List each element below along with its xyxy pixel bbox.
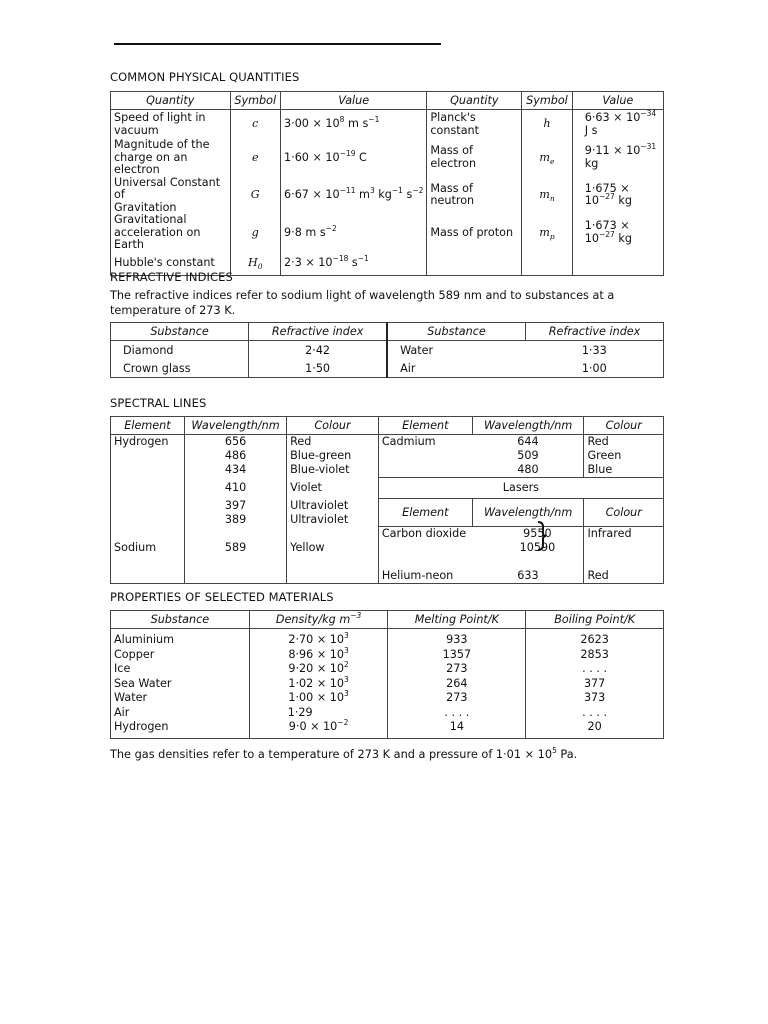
exponent: −31 — [640, 142, 657, 152]
exponent: −34 — [640, 109, 657, 118]
laser-col-header: Wavelength/nm — [472, 499, 584, 527]
empty-cell — [572, 252, 663, 276]
wavelength-text: 10590 — [519, 541, 556, 554]
top-rule — [114, 43, 441, 45]
element-cell — [111, 478, 185, 499]
element-cell — [111, 449, 185, 463]
symbol-cell: G — [230, 177, 281, 215]
quantity-text: Speed of light in — [114, 111, 206, 124]
table-row — [111, 629, 664, 648]
table-row — [111, 499, 664, 513]
lasers-title: Lasers — [378, 478, 663, 499]
substance-cell: Water — [114, 691, 148, 704]
section-heading-refractive: REFRACTIVE INDICES — [110, 270, 233, 284]
subscript: p — [549, 231, 555, 241]
exponent: 3 — [344, 674, 349, 684]
unit-text: s — [402, 188, 413, 201]
wavelength-cell: 389 — [184, 513, 286, 527]
melting-cell: 273 — [388, 691, 526, 706]
colour-cell — [584, 541, 664, 555]
quantity-text: charge on an electron — [114, 150, 188, 176]
table-row — [111, 341, 664, 360]
unit-text: s — [348, 255, 358, 269]
table-header-row — [111, 323, 664, 341]
symbol-text: H — [247, 255, 258, 269]
quantity-cell: Mass of electron — [427, 139, 522, 177]
element-cell: Hydrogen — [114, 435, 169, 448]
exponent: −2 — [412, 186, 424, 195]
col-header: Substance — [387, 323, 525, 341]
value-cell — [572, 214, 663, 252]
index-cell: 1·00 — [581, 361, 607, 375]
element-cell — [378, 541, 472, 555]
materials-table — [110, 610, 664, 739]
wavelength-cell — [184, 527, 286, 542]
table-row — [111, 435, 664, 450]
table-row — [111, 214, 664, 252]
quantity-text: vacuum — [114, 123, 159, 137]
wavelength-cell: 589 — [184, 541, 286, 555]
col-header: Substance — [111, 323, 249, 341]
density-text: 2·70 × 10 — [288, 633, 344, 646]
table-row — [111, 110, 664, 140]
density-cell — [249, 645, 388, 663]
colour-cell: Red — [584, 435, 664, 450]
quantity-cell: Hubble's constant — [114, 255, 215, 269]
value-cell — [281, 252, 427, 276]
spacer-cell — [287, 555, 379, 569]
substance-cell: Ice — [114, 662, 131, 675]
spacer-cell — [111, 555, 185, 569]
section-heading-physical: COMMON PHYSICAL QUANTITIES — [110, 70, 300, 84]
exponent: −11 — [339, 186, 356, 195]
index-cell: 1·33 — [581, 343, 607, 357]
symbol-cell — [230, 252, 281, 276]
symbol-cell — [522, 177, 573, 215]
table-row — [111, 449, 664, 463]
element-cell — [111, 499, 185, 513]
symbol-cell — [522, 139, 573, 177]
exponent: −19 — [339, 148, 356, 158]
substance-cell: Air — [114, 705, 130, 719]
table-row — [111, 720, 664, 738]
unit-text: J s — [584, 123, 598, 137]
quantity-text: Gravitation — [114, 200, 177, 214]
col-header: Wavelength/nm — [472, 417, 584, 435]
melting-cell: 933 — [388, 629, 526, 648]
exponent: −1 — [357, 253, 369, 263]
value-text: 9·11 × 10 — [584, 144, 641, 158]
table-row — [111, 662, 664, 677]
quantity-text: Magnitude of the — [114, 138, 210, 151]
quantity-text: Gravitational — [114, 213, 187, 226]
unit-text: m — [355, 188, 370, 201]
value-cell — [281, 110, 427, 140]
density-text: 9·20 × 10 — [288, 662, 344, 675]
table-row — [111, 177, 664, 215]
element-cell — [111, 513, 185, 527]
col-header: Symbol — [230, 92, 281, 110]
subscript: 0 — [257, 261, 263, 271]
quantity-cell — [111, 110, 231, 140]
exponent: 3 — [369, 186, 375, 195]
col-header: Symbol — [522, 92, 573, 110]
colour-cell: Blue — [584, 463, 664, 478]
boiling-cell: . . . . — [526, 662, 664, 677]
exponent: −2 — [325, 223, 337, 233]
density-cell — [249, 720, 388, 738]
materials-footnote — [110, 747, 670, 762]
symbol-cell: e — [230, 139, 281, 177]
col-header: Quantity — [111, 92, 231, 110]
exponent: −2 — [337, 718, 349, 727]
col-header: Substance — [111, 611, 250, 629]
element-cell — [111, 569, 185, 584]
exponent: 3 — [344, 689, 349, 698]
refractive-indices-table — [110, 322, 664, 378]
exponent: 8 — [339, 115, 345, 125]
wavelength-cell: 656 — [184, 435, 286, 450]
col-header: Colour — [287, 417, 379, 435]
colour-cell: Green — [584, 449, 664, 463]
boiling-cell: 373 — [526, 691, 664, 706]
symbol-cell — [522, 214, 573, 252]
element-cell: Helium-neon — [378, 569, 472, 584]
density-text: 1·02 × 10 — [288, 676, 344, 690]
table-header-row — [111, 611, 664, 629]
col-header: Melting Point/K — [388, 611, 526, 629]
exponent: −1 — [368, 115, 380, 125]
col-header: Boiling Point/K — [526, 611, 664, 629]
spacer-cell — [378, 555, 472, 569]
density-text: 1·29 — [287, 705, 313, 719]
value-cell — [572, 110, 663, 140]
unit-text: C — [355, 150, 367, 164]
col-header: Value — [281, 92, 427, 110]
col-header: Refractive index — [526, 323, 664, 341]
wavelength-cell: 509 — [517, 449, 539, 462]
substance-cell: Crown glass — [123, 361, 191, 375]
unit-text: kg — [614, 231, 632, 245]
table-row — [111, 706, 664, 721]
wavelength-cell: 644 — [517, 435, 539, 448]
element-cell — [378, 463, 472, 478]
element-cell — [111, 527, 185, 542]
subscript: e — [550, 156, 555, 166]
wavelength-cell: 486 — [184, 449, 286, 463]
exponent: −3 — [350, 611, 362, 620]
substance-cell: Hydrogen — [114, 720, 169, 733]
table-row — [111, 555, 664, 569]
density-cell — [249, 662, 388, 677]
index-cell: 1·50 — [249, 359, 387, 378]
element-cell: Sodium — [114, 541, 157, 554]
wavelength-cell — [472, 527, 584, 542]
quantity-cell — [111, 139, 231, 177]
density-text: 1·00 × 10 — [288, 691, 344, 704]
laser-col-header: Element — [378, 499, 472, 527]
table-row — [111, 541, 664, 555]
density-text: 9·0 × 10 — [288, 720, 338, 733]
substance-cell: Water — [387, 341, 525, 360]
col-header: Wavelength/nm — [184, 417, 286, 435]
quantity-cell: Planck's constant — [427, 110, 522, 140]
value-cell — [572, 139, 663, 177]
colour-cell: Blue-green — [287, 449, 379, 463]
value-text: 1·60 × 10 — [284, 150, 340, 164]
index-cell: 2·42 — [249, 341, 387, 360]
table-row — [111, 463, 664, 478]
quantity-cell — [111, 214, 231, 252]
symbol-cell: h — [522, 110, 573, 140]
melting-cell: 1357 — [388, 648, 526, 663]
col-header: Refractive index — [249, 323, 387, 341]
substance-cell: Copper — [114, 647, 155, 661]
colour-cell: Red — [584, 569, 664, 584]
col-header: Value — [572, 92, 663, 110]
wavelength-cell: 480 — [517, 463, 539, 476]
table-row — [111, 569, 664, 584]
wavelength-cell — [184, 569, 286, 584]
exponent: 3 — [344, 631, 349, 640]
refractive-note: The refractive indices refer to sodium light of wavelength 589 nm and to substances at a temperature of 273 K. — [110, 289, 615, 317]
section-heading-spectral: SPECTRAL LINES — [110, 396, 207, 410]
symbol-text: m — [539, 225, 550, 239]
substance-cell: Aluminium — [114, 633, 175, 646]
colour-cell: Infrared — [584, 527, 664, 542]
element-cell: Cadmium — [378, 435, 472, 450]
density-cell — [249, 691, 388, 706]
footnote-text: The gas densities refer to a temperature of 273 K and a pressure of 1·01 × 10 — [110, 748, 553, 761]
wavelength-text: 9550 — [523, 527, 552, 540]
wavelength-cell: 410 — [184, 478, 286, 499]
value-text: 1·675 × 10 — [584, 181, 630, 208]
wavelength-cell — [472, 541, 584, 555]
density-cell — [249, 629, 388, 648]
colour-cell: Ultraviolet — [287, 499, 379, 513]
section-heading-materials: PROPERTIES OF SELECTED MATERIALS — [110, 590, 334, 604]
col-header: Element — [378, 417, 472, 435]
exponent: −1 — [391, 186, 403, 195]
unit-text: kg — [584, 156, 599, 170]
value-cell — [281, 177, 427, 215]
boiling-cell: 2853 — [526, 648, 664, 663]
density-cell — [249, 674, 388, 692]
colour-cell: Ultraviolet — [287, 513, 379, 527]
table-row — [111, 478, 664, 499]
exponent: −27 — [598, 192, 615, 202]
quantity-text: acceleration on Earth — [114, 225, 201, 251]
spacer-cell — [184, 555, 286, 569]
element-cell — [378, 449, 472, 463]
brace-icon — [536, 521, 548, 551]
table-row — [111, 648, 664, 663]
symbol-cell: g — [230, 214, 281, 252]
wavelength-cell: 633 — [517, 569, 539, 582]
empty-cell — [427, 252, 522, 276]
boiling-cell: 20 — [526, 720, 664, 738]
wavelength-cell: 434 — [184, 463, 286, 478]
symbol-cell: c — [230, 110, 281, 140]
boiling-cell: . . . . — [526, 706, 664, 721]
value-text: 9·8 m s — [284, 225, 326, 239]
symbol-text: m — [539, 188, 550, 201]
unit-text: kg — [614, 194, 632, 208]
physical-quantities-table — [110, 91, 664, 276]
spacer-cell — [472, 555, 584, 569]
substance-cell: Diamond — [123, 343, 174, 357]
subscript: n — [549, 194, 555, 203]
exponent: −18 — [332, 253, 349, 263]
unit-text: kg — [374, 188, 392, 201]
value-text: 6·67 × 10 — [284, 188, 340, 201]
exponent: 5 — [552, 746, 557, 755]
quantity-cell: Mass of proton — [427, 214, 522, 252]
colour-cell: Yellow — [287, 541, 379, 555]
table-row — [111, 527, 664, 542]
col-header — [249, 611, 388, 629]
melting-cell: 273 — [388, 662, 526, 677]
quantity-cell — [111, 177, 231, 215]
exponent: −27 — [598, 229, 615, 239]
quantity-cell: Mass of neutron — [427, 177, 522, 215]
value-cell — [572, 177, 663, 215]
substance-cell: Air — [387, 359, 525, 378]
col-header: Element — [111, 417, 185, 435]
wavelength-cell: 397 — [184, 499, 286, 513]
value-text: 3·00 × 10 — [284, 117, 340, 131]
exponent: 3 — [344, 645, 349, 655]
boiling-cell: 2623 — [526, 629, 664, 648]
element-cell — [111, 463, 185, 478]
footnote-text: Pa. — [556, 748, 578, 761]
table-header-row — [111, 417, 664, 435]
melting-cell: . . . . — [388, 706, 526, 721]
table-row — [111, 359, 664, 378]
substance-cell: Sea Water — [114, 676, 172, 690]
colour-cell — [287, 527, 379, 542]
header-text: Density/kg m — [275, 613, 351, 626]
colour-cell: Blue-violet — [287, 463, 379, 478]
value-text: 1·673 × 10 — [584, 219, 630, 245]
table-header-row — [111, 92, 664, 110]
colour-cell — [287, 569, 379, 584]
boiling-cell: 377 — [526, 677, 664, 692]
col-header: Colour — [584, 417, 664, 435]
density-text: 8·96 × 10 — [288, 647, 344, 661]
colour-cell: Red — [287, 435, 379, 450]
value-text: 6·63 × 10 — [584, 111, 641, 124]
melting-cell: 264 — [388, 677, 526, 692]
empty-cell — [522, 252, 573, 276]
value-cell — [281, 139, 427, 177]
unit-text: m s — [344, 117, 369, 131]
exponent: 2 — [344, 660, 349, 669]
table-row — [111, 691, 664, 706]
table-row — [111, 139, 664, 177]
table-row — [111, 677, 664, 692]
spacer-cell — [584, 555, 664, 569]
value-text: 2·3 × 10 — [284, 255, 333, 269]
spectral-lines-table — [110, 416, 664, 584]
density-cell — [249, 706, 388, 721]
symbol-text: m — [539, 150, 551, 164]
laser-col-header: Colour — [584, 499, 664, 527]
value-cell — [281, 214, 427, 252]
melting-cell: 14 — [388, 720, 526, 738]
col-header: Quantity — [427, 92, 522, 110]
colour-cell: Violet — [287, 478, 379, 499]
quantity-text: Universal Constant of — [114, 175, 221, 201]
element-cell: Carbon dioxide — [378, 527, 472, 542]
